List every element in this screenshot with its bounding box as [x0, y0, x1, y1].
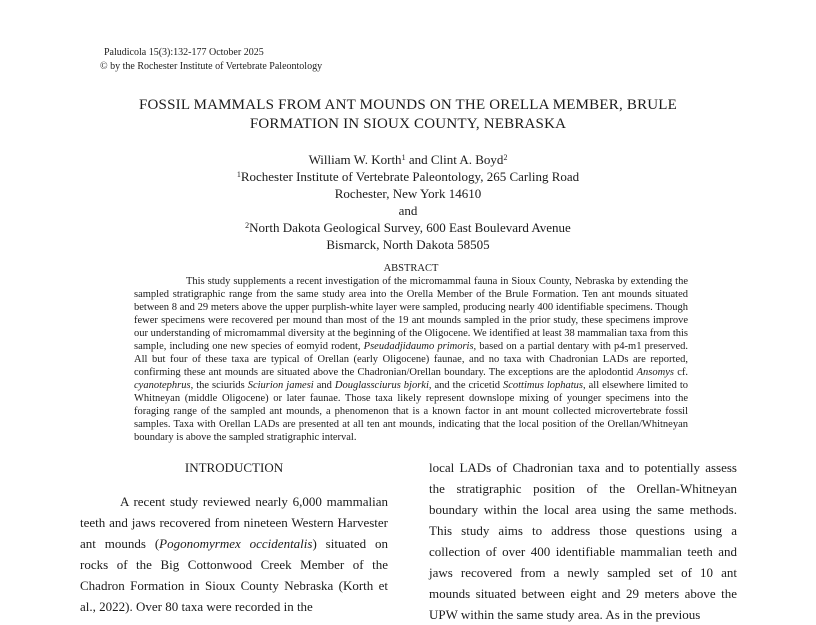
- right-column-paragraph: local LADs of Chadronian taxa and to potentially assess the stratigraphic position of the Orellan-Whitneyan boundary within the local area using the same methods. This study aims to address those questions using a collection of over 400 identifiable mammalian teeth and jaws recovered from a newly sampled set of 10 ant mounds situated between eight and 29 meters above the UPW within the same study area. As in the previous: [429, 460, 737, 622]
- introduction-heading: INTRODUCTION: [184, 460, 284, 475]
- taxon-name: cyanotephrus: [134, 380, 191, 391]
- masthead: [100, 46, 322, 73]
- copyright-line: © by the Rochester Institute of Vertebrate Paleontology: [100, 60, 323, 72]
- journal-issue-line: Paludicola 15(3):132-177 October 2025: [104, 47, 264, 58]
- affiliation-1-line-1: $^1$Rochester Institute of Vertebrate Paleontology, 265 Carling Road: [236, 169, 580, 184]
- abstract-text: This study supplements a recent investigation of the micromammal fauna in Sioux County, Nebraska by extending the sampled stratigraphic range from the same study area into the Orella Member of the Brule Formation. Ten ant mounds situated between 8 and 29 meters above the upper purplish-white layer were sampled, producing nearly 400 identifiable specimens. Though fewer specimens were recovered per mound than most of the 19 ant mounds sampled in the prior study, these specimens improve our understanding of micromammal diversity at the beginning of the Oligocene. We identified at least 38 mammalian taxa from this sample, including one new species of eomyid rodent, Pseudadjidaumo primoris, based on a partial dentary with p4-m1 preserved. All but four of these taxa are typical of Orellan (early Oligocene) faunae, and no taxa with Chadronian LADs are reported, confirming these ant mounds are situated above the Chadronian/Orellan boundary. The exceptions are the aplodontid Ansomys cf. cyanotephrus, the sciurids Sciurion jamesi and Douglassciurus bjorki, and the cricetid Scottimus lophatus, all elsewhere limited to Whitneyan (middle Oligocene) or later faunae. Those taxa likely represent downslope mixing of younger specimens into the foraging range of the sampled ant mounds, a phenomenon that is a known factor in ant mount collected microvertebrate fossil samples. Taxa with Orellan LADs are presented at all ten ant mounds, indicating that the local position of the Orellan/Whitneyan boundary is above the sampled stratigraphic interval.: [134, 276, 689, 443]
- right-column: [429, 457, 737, 625]
- paper-title: FOSSIL MAMMALS FROM ANT MOUNDS ON THE ORELLA MEMBER, BRULE FORMATION IN SIOUX COUNTY, NEBRASKA: [138, 97, 678, 132]
- author-byline: William W. Korth$^1$ and Clint A. Boyd$^2$: [308, 152, 508, 167]
- title-block: [0, 96, 816, 133]
- author1-affiliation-marker: 1: [401, 153, 406, 162]
- authors-block: [0, 151, 816, 253]
- affiliation-1-line-2: Rochester, New York 14610: [334, 186, 482, 201]
- taxon-name: Pogonomyrmex occidentalis: [159, 536, 313, 551]
- affiliation-separator: and: [398, 203, 418, 218]
- taxon-name: Sciurion jamesi: [247, 380, 314, 391]
- abstract-heading: ABSTRACT: [383, 263, 439, 274]
- affiliation-2-line-2: Bismarck, North Dakota 58505: [326, 237, 490, 252]
- taxon-name: Scottimus lophatus: [502, 380, 583, 391]
- body-columns: [80, 457, 737, 625]
- introduction-paragraph: A recent study reviewed nearly 6,000 mammalian teeth and jaws recovered from nineteen Western Harvester ant mounds (Pogonomyrmex occidentalis) situated on rocks of the Big Cottonwood Creek Member of the Chadron Formation in Sioux County Nebraska (Korth et al., 2022). Over 80 taxa were recorded in the: [80, 494, 389, 614]
- taxon-name: Douglassciurus bjorki: [334, 380, 429, 391]
- affiliation-2-marker: 2: [245, 221, 250, 230]
- taxon-name: Pseudadjidaumo primoris: [363, 341, 474, 352]
- affiliation-1-marker: 1: [236, 170, 241, 179]
- left-column: [80, 457, 388, 625]
- affiliation-2-line-1: $^2$North Dakota Geological Survey, 600 East Boulevard Avenue: [245, 220, 571, 235]
- taxon-name: Ansomys: [636, 367, 674, 378]
- author2-affiliation-marker: 2: [503, 153, 508, 162]
- abstract-section: [134, 262, 688, 444]
